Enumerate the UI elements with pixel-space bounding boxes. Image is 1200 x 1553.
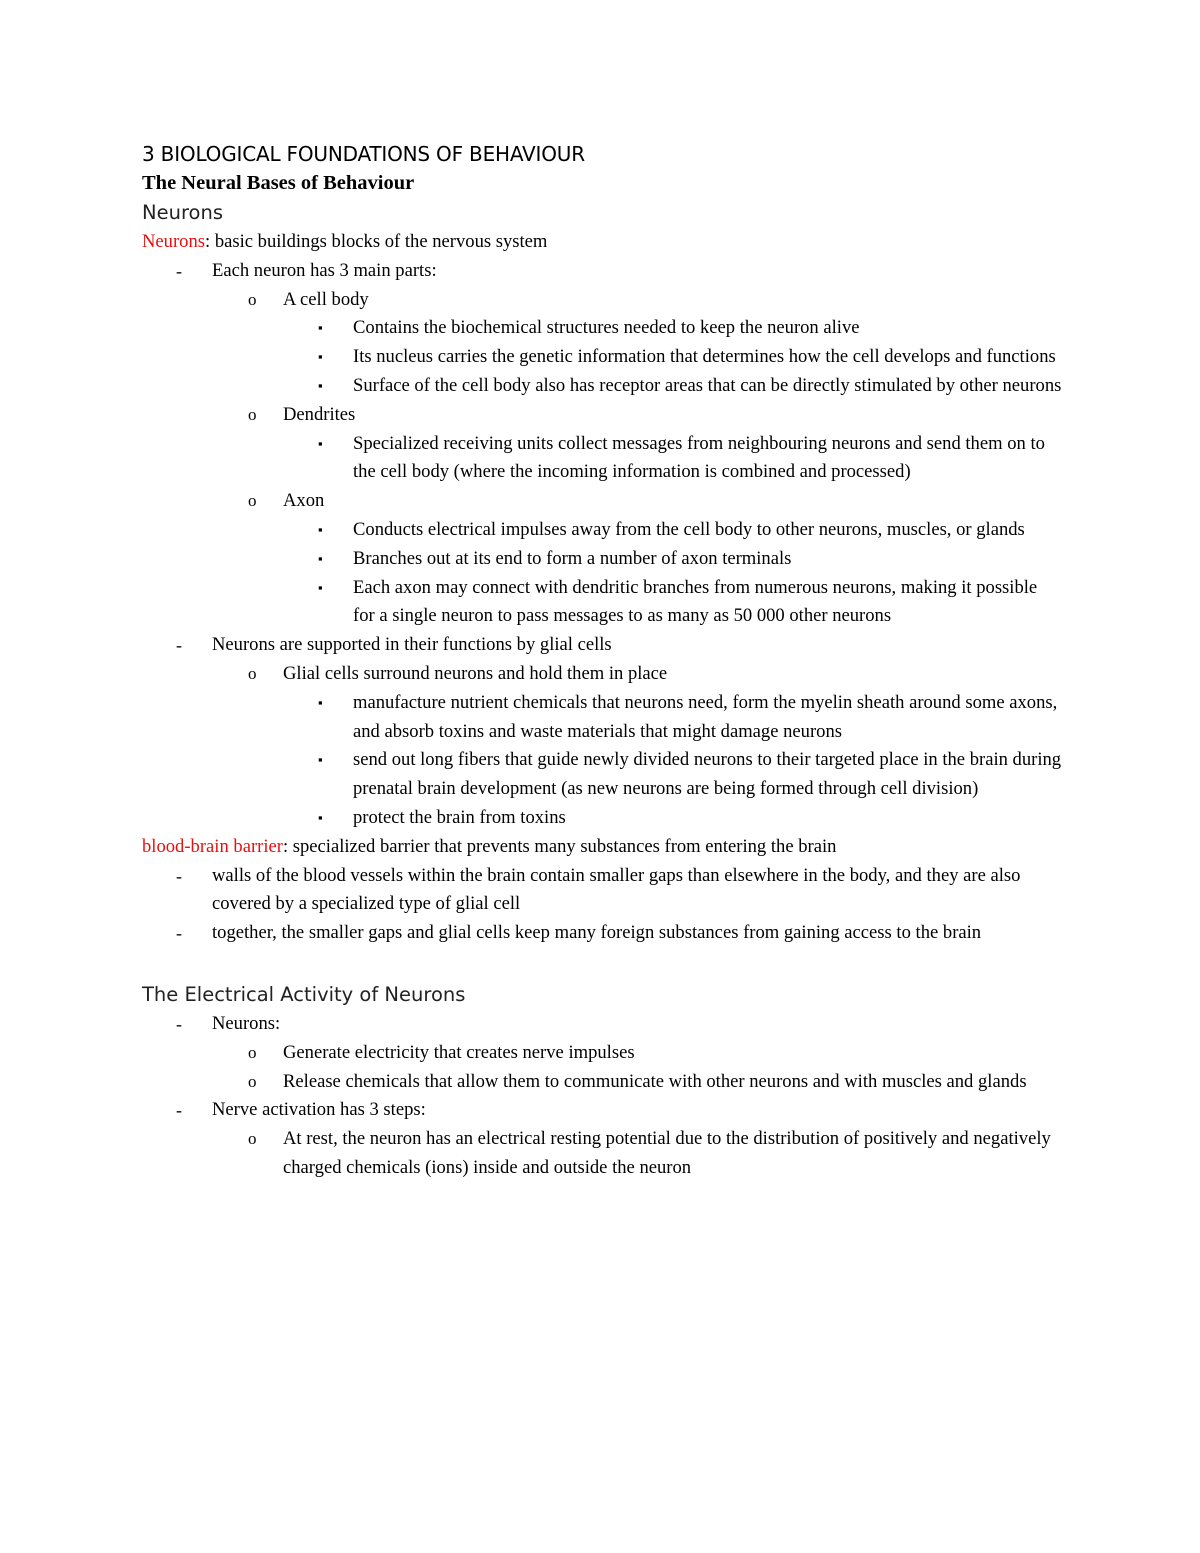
list-item xyxy=(142,631,1062,660)
list-item-text: Conducts electrical impulses away from the cell body to other neurons, muscles, or glands xyxy=(353,518,1025,540)
list-item-text: Specialized receiving units collect messages from neighbouring neurons and send them on to the cell body (where the incoming information is combined and processed) xyxy=(353,432,1045,483)
definition-text: : basic buildings blocks of the nervous system xyxy=(205,231,548,252)
dash-bullet-icon: - xyxy=(176,923,182,944)
circle-bullet-icon: o xyxy=(248,1042,257,1062)
list-item xyxy=(142,746,1062,804)
dash-bullet-icon: - xyxy=(176,1013,182,1034)
dash-bullet-icon: - xyxy=(176,635,182,656)
list-item xyxy=(142,804,1062,833)
list-item xyxy=(142,430,1062,488)
list-item xyxy=(142,862,1062,920)
heading-neural-bases: The Neural Bases of Behaviour xyxy=(142,172,415,194)
list-item-text: Each axon may connect with dendritic branches from numerous neurons, making it possible for a single neuron to pass messages to as many as 50 000 other neurons xyxy=(353,576,1038,627)
square-bullet-icon: ▪ xyxy=(318,349,323,365)
document-title: 3 BIOLOGICAL FOUNDATIONS OF BEHAVIOUR xyxy=(142,142,585,166)
list-item xyxy=(142,286,1062,315)
list-item xyxy=(142,1096,1062,1125)
list-item-text: send out long fibers that guide newly divided neurons to their targeted place in the brain during prenatal brain development (as new neurons are being formed through cell division) xyxy=(353,749,1062,800)
list-item xyxy=(142,1010,1062,1039)
definition-text: : specialized barrier that prevents many substances from entering the brain xyxy=(282,835,837,857)
list-item xyxy=(142,257,1062,286)
list-item xyxy=(142,343,1062,372)
definition-blood-brain-barrier xyxy=(142,833,1062,862)
square-bullet-icon: ▪ xyxy=(318,550,323,566)
circle-bullet-icon: o xyxy=(248,289,257,309)
list-item-text: Generate electricity that creates nerve impulses xyxy=(283,1041,635,1063)
list-item xyxy=(142,314,1062,343)
list-item-text: Its nucleus carries the genetic information that determines how the cell develops and functions xyxy=(353,346,1056,368)
list-item-text: together, the smaller gaps and glial cells keep many foreign substances from gaining access to the brain xyxy=(212,922,982,944)
list-item xyxy=(142,1125,1062,1183)
heading-electrical-activity: The Electrical Activity of Neurons xyxy=(142,982,466,1006)
list-item xyxy=(142,545,1062,574)
square-bullet-icon: ▪ xyxy=(318,752,323,768)
list-item-text: Branches out at its end to form a number of axon terminals xyxy=(353,547,792,569)
square-bullet-icon: ▪ xyxy=(318,694,323,710)
circle-bullet-icon: o xyxy=(248,404,257,424)
list-item xyxy=(142,660,1062,689)
square-bullet-icon: ▪ xyxy=(318,521,323,537)
list-item-text: Glial cells surround neurons and hold them in place xyxy=(283,662,668,684)
circle-bullet-icon: o xyxy=(248,491,257,511)
list-item xyxy=(142,1039,1062,1068)
list-item-text: Release chemicals that allow them to communicate with other neurons and with muscles and glands xyxy=(283,1070,1027,1092)
heading-neurons: Neurons xyxy=(142,201,223,224)
list-item-text: A cell body xyxy=(283,288,369,310)
term-blood-brain-barrier: blood-brain barrier xyxy=(142,835,283,857)
circle-bullet-icon: o xyxy=(248,663,257,683)
list-item xyxy=(142,574,1062,632)
list-item-text: Dendrites xyxy=(283,403,356,425)
list-item xyxy=(142,516,1062,545)
dash-bullet-icon: - xyxy=(176,1100,182,1121)
list-item xyxy=(142,1068,1062,1097)
list-item-text: Surface of the cell body also has receptor areas that can be directly stimulated by other neurons xyxy=(353,374,1062,396)
circle-bullet-icon: o xyxy=(248,1071,257,1091)
square-bullet-icon: ▪ xyxy=(318,320,323,336)
square-bullet-icon: ▪ xyxy=(318,435,323,451)
list-item-text: At rest, the neuron has an electrical resting potential due to the distribution of positively and negatively charged chemicals (ions) inside and outside the neuron xyxy=(283,1128,1051,1178)
list-item xyxy=(142,372,1062,401)
dash-bullet-icon: - xyxy=(176,260,182,281)
square-bullet-icon: ▪ xyxy=(318,377,323,393)
list-item-text: Neurons: xyxy=(212,1012,281,1034)
list-item-text: Neurons are supported in their functions by glial cells xyxy=(212,634,612,656)
definition-neurons xyxy=(142,228,1062,257)
list-item-text: protect the brain from toxins xyxy=(353,806,566,828)
list-item-text: Nerve activation has 3 steps: xyxy=(212,1099,426,1121)
square-bullet-icon: ▪ xyxy=(318,809,323,825)
term-neurons: Neurons xyxy=(142,231,205,252)
square-bullet-icon: ▪ xyxy=(318,579,323,595)
list-item xyxy=(142,689,1062,747)
list-item xyxy=(142,919,1062,948)
list-item xyxy=(142,401,1062,430)
document-body xyxy=(142,140,1062,1183)
circle-bullet-icon: o xyxy=(248,1129,257,1149)
list-item xyxy=(142,487,1062,516)
dash-bullet-icon: - xyxy=(176,865,182,886)
list-item-text: walls of the blood vessels within the brain contain smaller gaps than elsewhere in the body, and they are also covered by a specialized type of glial cell xyxy=(212,864,1021,915)
list-item-text: Contains the biochemical structures needed to keep the neuron alive xyxy=(353,317,860,339)
list-item-text: manufacture nutrient chemicals that neurons need, form the myelin sheath around some axons, and absorb toxins and waste materials that might damage neurons xyxy=(353,691,1058,742)
list-item-text: Axon xyxy=(283,490,325,512)
list-item-text: Each neuron has 3 main parts: xyxy=(212,259,437,281)
